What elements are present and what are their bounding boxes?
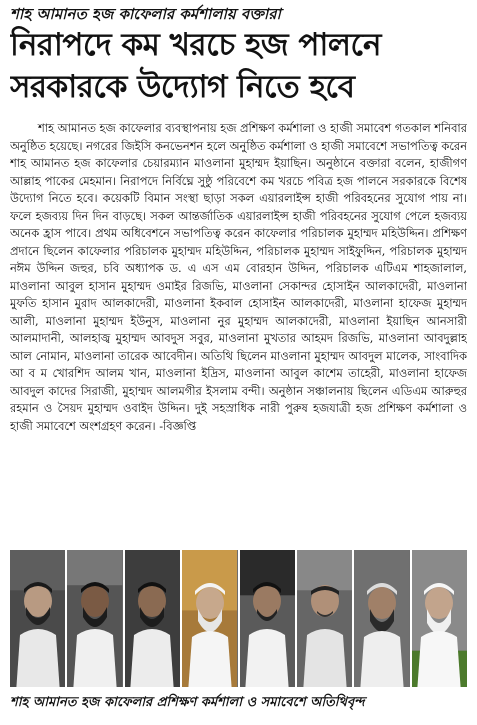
speaker-figure — [126, 575, 178, 687]
speaker-figure — [413, 575, 465, 687]
photo-panel-5 — [240, 550, 295, 687]
photo-panel-7 — [354, 550, 409, 687]
speaker-figure — [69, 575, 121, 687]
speaker-figure — [356, 575, 408, 687]
photo-panel-1 — [10, 550, 65, 687]
speaker-figure — [241, 575, 293, 687]
article-body: শাহ আমানত হজ কাফেলার ব্যবস্থাপনায় হজ প্রশিক্ষণ কর্মশালা ও হাজী সমাবেশ গতকাল শনিবার অনুষ্ঠিত হয়েছে। নগরের জিইসি কনভেনশন হলে অনুষ্ঠিত কর্মশালা ও হাজী সমাবেশে সভাপতিত্ব করেন শাহ আমানত হজ কাফেলার চেয়ারম্যান মাওলানা মুহাম্মদ ইয়াছিন। অনুষ্ঠানে বক্তারা বলেন, হাজীগণ আল্লাহ পাকের মেহমান। নিরাপদে নির্বিঘ্নে সুষ্ঠু পরিবেশে কম খরচে পবিত্র হজ পালনে সরকারকে বিশেষ উদ্যোগ নিতে হবে। কয়েকটি বিমান সংস্থা ছাড়া সকল এয়ারলাইন্স হাজী পরিবহনের সুযোগ পায় না। ফলে হজব্যয় দিন দিন বাড়ছে। সকল আন্তর্জাতিক এয়ারলাইন্স হাজী পরিবহনের সুযোগ পেলে হজব্যয় অনেক হ্রাস পাবে। প্রথম অধিবেশনে সভাপতিত্ব করেন কাফেলার পরিচালক মুহাম্মদ মহিউদ্দিন। প্রশিক্ষণ প্রদানে ছিলেন কাফেলার পরিচালক মুহাম্মদ মহিউদ্দিন, পরিচালক মুহাম্মদ সাইফুদ্দিন, পরিচালক মুহাম্মদ নঈম উদ্দিন জহুর, চবি অধ্যাপক ড. এ এস এম বোরহান উদ্দিন, পরিচালক এটিএম শাহজালাল, মাওলানা আবুল হাসান মুহাম্মদ ওমাইর রিজভি, মাওলানা সেকান্দর হোসাইন আলকাদেরী, মাওলানা মুফতি হাসান মুরাদ আলকাদেরী, মাওলানা ইকবাল হোসাইন আলকাদেরী, মাওলানা হাফেজ মুহাম্মদ আলী, মাওলানা মুহাম্মদ ইউনুস, মাওলানা নুর মুহাম্মদ আলকাদেরী, মাওলানা ইয়াছিন আনসারী আলমাদানী, আলহাজ্ব মুহাম্মদ আবদুস সবুর, মাওলানা মুখতার আহমদ রিজভি, মাওলানা আবদুল্লাহ আল নোমান, মাওলানা তারেক আবেদীন। অতিথি ছিলেন মাওলানা মুহাম্মদ আবদুল মালেক, সাংবাদিক আ ব ম খোরশিদ আলম খান, মাওলানা ইদ্রিস, মাওলানা আবুল কাশেম তাহেরী, মাওলানা হাফেজ আবদুল কাদের সিরাজী, মুহাম্মদ আলমগীর ইসলাম বন্দী। অনুষ্ঠান সঞ্চালনায় ছিলেন এডিএম আরুহুর রহমান ও সৈয়দ মুহাম্মদ ওবাইদ উদ্দিন। দুই সহস্রাধিক নারী পুরুষ হজযাত্রী হজ প্রশিক্ষণ কর্মশালা ও হাজী সমাবেশে অংশগ্রহণ করেন। -বিজ্ঞপ্তি — [10, 121, 467, 433]
photo-panel-8 — [412, 550, 467, 687]
photo-panel-4 — [182, 550, 237, 687]
article-headline-line-1: নিরাপদে কম খরচে হজ পালনে — [10, 27, 381, 63]
photo-caption: শাহ আমানত হজ কাফেলার প্রশিক্ষণ কর্মশালা ও সমাবেশে অতিথিবৃন্দ — [10, 695, 365, 710]
speaker-figure — [12, 575, 64, 687]
photo-panel-6 — [297, 550, 352, 687]
speaker-figure — [299, 575, 351, 687]
speaker-figure — [184, 575, 236, 687]
article-headline-line-2: সরকারকে উদ্যোগ নিতে হবে — [10, 69, 355, 105]
event-photo — [10, 550, 467, 687]
article-kicker: শাহ আমানত হজ কাফেলার কর্মশালায় বক্তারা — [10, 5, 281, 23]
photo-panel-2 — [67, 550, 122, 687]
photo-panel-3 — [125, 550, 180, 687]
newspaper-clipping — [0, 4, 477, 725]
